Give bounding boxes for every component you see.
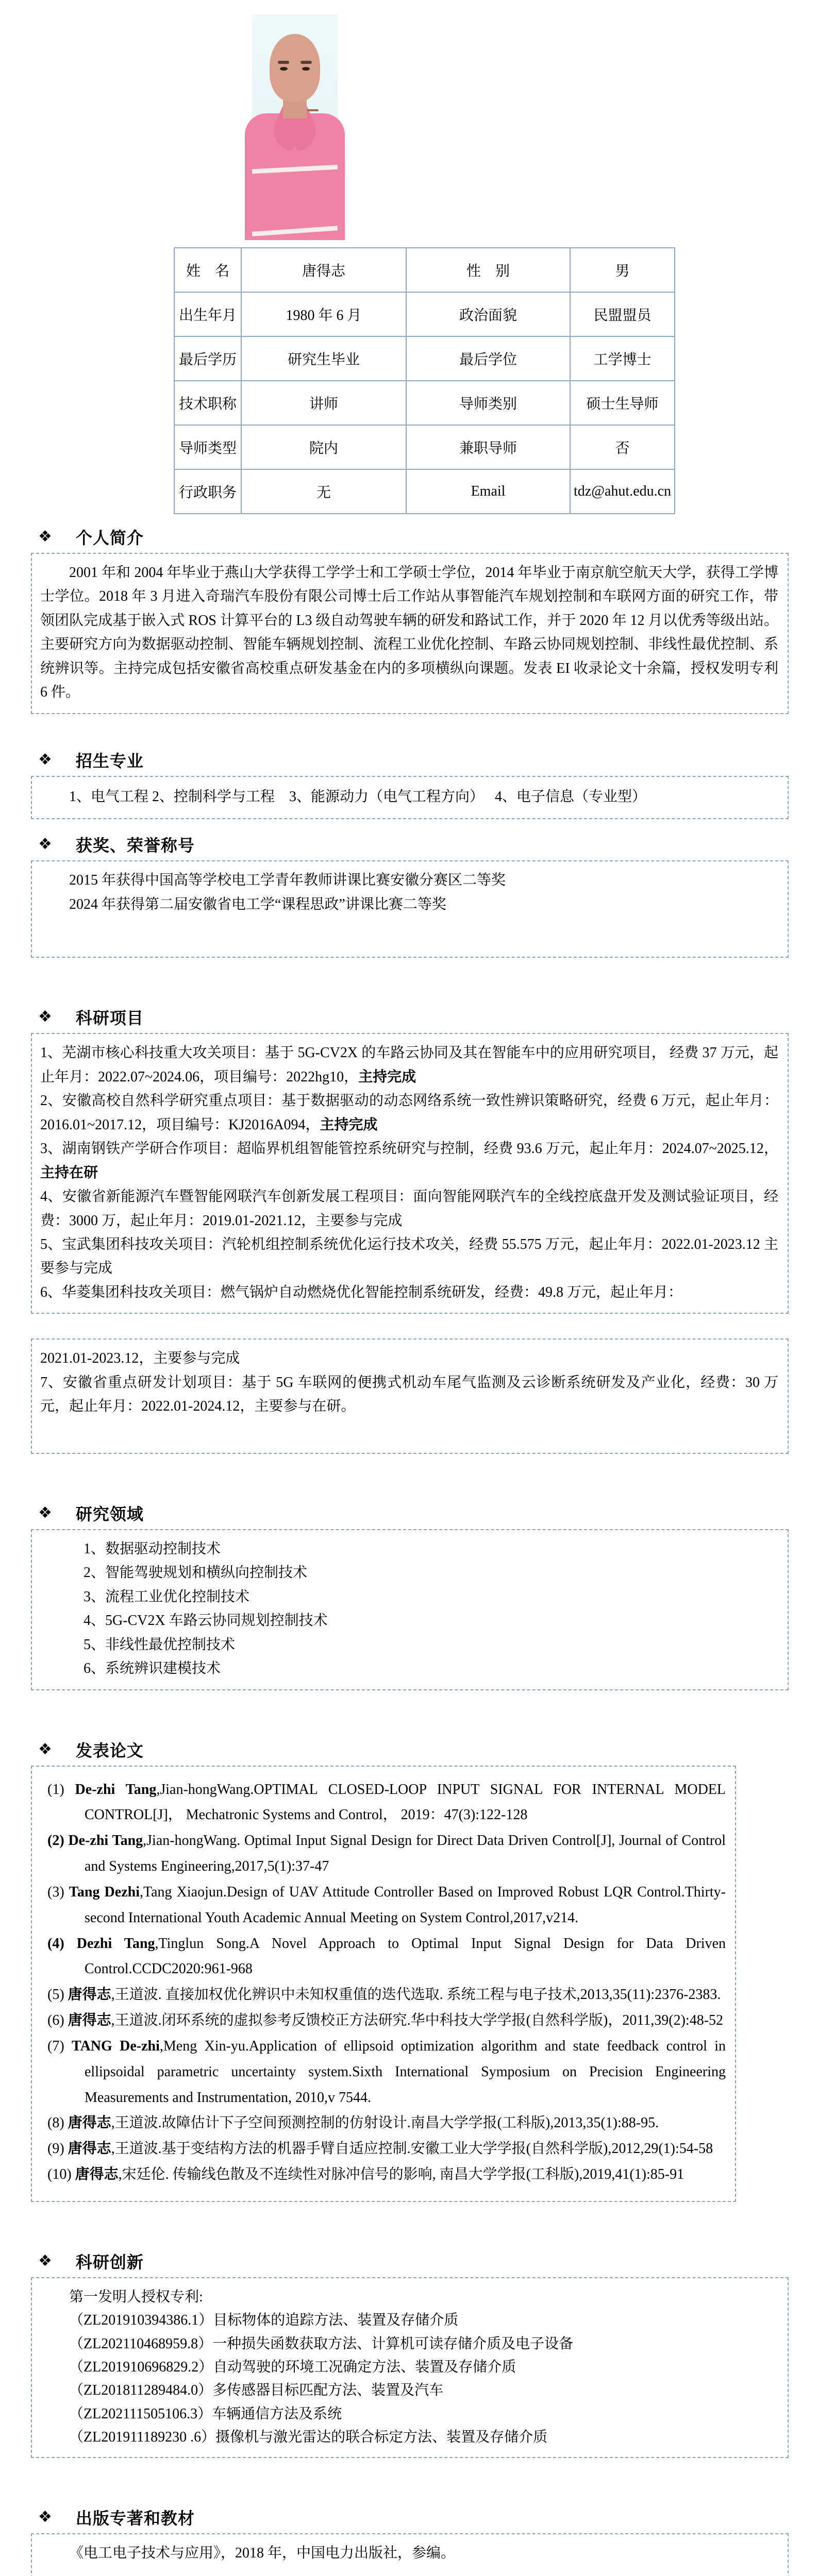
info-value: 1980 年 6 月: [241, 292, 406, 336]
info-label: 出生年月: [174, 292, 241, 336]
content-line: [40, 1371, 778, 1419]
text: (8): [47, 2115, 68, 2131]
bold-text: 唐得志: [75, 2166, 119, 2183]
info-label: 导师类别: [406, 381, 570, 425]
text: 1、电气工程 2、控制科学与工程 3、能源动力（电气工程方向） 4、电子信息（专业型）: [69, 788, 647, 805]
info-value: 无: [241, 469, 406, 514]
content-line: [40, 1233, 778, 1281]
text: ,王道波. 直接加权优化辨识中未知权重值的迭代选取. 系统工程与电子技术,2013,35(11):2376-2383.: [111, 1987, 721, 2003]
section-intro: [31, 525, 789, 714]
dashed-box: [31, 860, 789, 958]
text: 2、安徽高校自然科学研究重点项目：基于数据驱动的动态网络系统一致性辨识策略研究，经费 6 万元，起止年月：2016.01~2017.12，项目编号：KJ2016A094，: [40, 1093, 778, 1133]
dashed-box: [31, 1338, 789, 1453]
bold-text: 主持在研: [40, 1164, 98, 1181]
bold-text: TANG De-zhi: [71, 2038, 160, 2054]
info-table: [174, 247, 675, 514]
text: ,宋廷伦. 传输线色散及不连续性对脉冲信号的影响, 南昌大学学报(工科版),2019,41(1):85-91: [118, 2166, 685, 2183]
content-line: [40, 785, 778, 809]
info-value: tdz@ahut.edu.cn: [570, 469, 675, 514]
table-row: [174, 469, 675, 514]
content-line: [40, 1089, 778, 1137]
section-title: 发表论文: [75, 1741, 144, 1760]
text: 7、安徽省重点研发计划项目：基于 5G 车联网的便携式机动车尾气监测及云诊断系统研发及产业化，经费：30 万元，起止年月：2022.01-2024.12，主要参与在研。: [40, 1374, 778, 1415]
bold-text: Tang Dezhi: [69, 1884, 140, 1900]
text: (5): [47, 1987, 68, 2003]
content-line: [47, 2008, 726, 2033]
section-title: 科研项目: [75, 1009, 144, 1028]
diamond-bullet-icon: ❖: [38, 2508, 52, 2527]
section-header: [38, 1005, 789, 1029]
content-line: [47, 2162, 726, 2188]
info-label: Email: [406, 469, 570, 514]
text: 3、湖南钢铁产学研合作项目：超临界机组智能管控系统研究与控制，经费 93.6 万元，起止年月：2024.07~2025.12，: [40, 1141, 778, 1157]
content-line: [40, 1537, 778, 1561]
dashed-box: [31, 2533, 789, 2576]
bold-text: De-zhi Tang: [75, 1781, 157, 1798]
info-label: 导师类型: [174, 425, 241, 469]
section-awards: [31, 833, 789, 958]
diamond-bullet-icon: ❖: [38, 1740, 52, 1758]
content-line: [40, 1281, 778, 1304]
text: ,王道波.基于变结构方法的机器手臂自适应控制.安徽工业大学学报(自然科学版),2012,29(1):54-58: [111, 2141, 713, 2157]
info-value: 讲师: [241, 381, 406, 425]
content-line: [40, 893, 778, 917]
text: ,王道波.闭环系统的虚拟参考反馈校正方法研究.华中科技大学学报(自然科学版)，2011,39(2):48-52: [111, 2012, 724, 2029]
section-header: [38, 525, 789, 549]
text: (6): [47, 2012, 68, 2029]
content-line: [40, 561, 778, 705]
bold-text: 唐得志: [68, 2012, 111, 2029]
bold-text: 唐得志: [68, 2115, 111, 2131]
text: 4、安徽省新能源汽车暨智能网联汽车创新发展工程项目：面向智能网联汽车的全线控底盘开发及测试验证项目，经费：3000 万，起止年月：2019.01-2021.12，主要参与完成: [40, 1189, 778, 1229]
content-line: [40, 1347, 778, 1370]
text: (10): [47, 2166, 75, 2183]
text: 3、流程工业优化控制技术: [84, 1588, 250, 1605]
info-label: 兼职导师: [406, 425, 570, 469]
section-books: [31, 2505, 789, 2576]
content-line: [40, 2285, 778, 2309]
text: ,Jian-hongWang.OPTIMAL CLOSED-LOOP INPUT SIGNAL FOR INTERNAL MODEL CONTROL[J]， Mechatronic Systems and Control， 2019：47(3):122-128: [85, 1781, 726, 1823]
diamond-bullet-icon: ❖: [38, 1503, 52, 1522]
section-header: [38, 2249, 789, 2273]
content-line: [40, 1585, 778, 1609]
info-label: 姓 名: [174, 248, 241, 292]
content-line: [40, 2355, 778, 2379]
content-line: [47, 1777, 726, 1828]
content-line: [40, 2332, 778, 2355]
dashed-box: [31, 1766, 736, 2202]
table-row: [174, 381, 675, 425]
info-value: 否: [570, 425, 675, 469]
table-row: [174, 336, 675, 381]
diamond-bullet-icon: ❖: [38, 2251, 52, 2270]
section-title: 个人简介: [75, 529, 144, 547]
text: 第一发明人授权专利:: [69, 2289, 203, 2305]
content-line: [47, 2033, 726, 2110]
diamond-bullet-icon: ❖: [38, 835, 52, 854]
section-header: [38, 1738, 789, 1761]
text: （ZL201910394386.1）目标物体的追踪方法、装置及存储介质: [69, 2312, 459, 2329]
info-value: 硕士生导师: [570, 381, 675, 425]
section-header: [38, 748, 789, 772]
content-line: [40, 2379, 778, 2402]
text: 6、华菱集团科技攻关项目：燃气锅炉自动燃烧优化智能控制系统研发，经费：49.8 万元，起止年月：: [40, 1284, 683, 1300]
info-value: 研究生毕业: [241, 336, 406, 381]
text: 5、非线性最优控制技术: [84, 1636, 236, 1653]
bold-text: 主持完成: [358, 1069, 416, 1085]
text: （ZL201910696829.2）自动驾驶的环境工况确定方法、装置及存储介质: [69, 2359, 516, 2375]
info-table-body: [174, 248, 675, 514]
section-title: 获奖、荣誉称号: [75, 836, 195, 855]
content-line: [47, 1982, 726, 2008]
dashed-box: [31, 776, 789, 819]
text: （ZL201911189230 .6）摄像机与激光雷达的联合标定方法、装置及存储介质: [69, 2429, 548, 2445]
content-line: [40, 2402, 778, 2426]
sections: [31, 518, 789, 2576]
content-line: [40, 869, 778, 892]
info-label: 行政职务: [174, 469, 241, 514]
text: 2、智能驾驶规划和横纵向控制技术: [84, 1565, 308, 1581]
section-fields: [31, 1501, 789, 1690]
text: ,王道波.故障估计下子空间预测控制的仿射设计.南昌大学学报(工科版),2013,35(1):88-95.: [111, 2115, 659, 2131]
info-label: 最后学位: [406, 336, 570, 381]
bold-text: (2): [47, 1833, 69, 1849]
bold-text: De-zhi Tang: [68, 1833, 143, 1849]
section-title: 科研创新: [75, 2252, 144, 2272]
section-title: 研究领域: [75, 1504, 144, 1523]
bold-text: (4): [47, 1935, 77, 1952]
text: ,Tinglun Song.A Novel Approach to Optimal Input Signal Design for Data Driven Control.CCDC2020:961-968: [85, 1935, 726, 1977]
text: 6、系统辨识建模技术: [84, 1660, 221, 1677]
text: (9): [47, 2141, 68, 2157]
info-label: 政治面貌: [406, 292, 570, 336]
content-line: [40, 1137, 778, 1185]
dashed-box: [31, 553, 789, 714]
content-line: [40, 2541, 778, 2565]
content-line: [47, 1931, 726, 1982]
text: （ZL202110468959.8）一种损失函数获取方法、计算机可读存储介质及电子设备: [69, 2335, 574, 2352]
info-value: 民盟盟员: [570, 292, 675, 336]
dashed-box: [31, 1033, 789, 1314]
content-line: [47, 2110, 726, 2136]
table-row: [174, 292, 675, 336]
text: 2015 年获得中国高等学校电工学青年教师讲课比赛安徽分赛区二等奖: [69, 872, 506, 889]
section-innovation: [31, 2249, 789, 2459]
bold-text: 唐得志: [68, 2141, 111, 2157]
text: (3): [47, 1884, 69, 1900]
diamond-bullet-icon: ❖: [38, 528, 52, 546]
section-title: 出版专著和教材: [75, 2509, 195, 2528]
info-label: 性 别: [406, 248, 570, 292]
text: ,Meng Xin-yu.Application of ellipsoid optimization algorithm and state feedback control in ellipsoidal parametric uncertainty system.Sixth International Symposium on Precision Engineering Measurements and Instrumentation, 2010,v 7544.: [85, 2038, 726, 2106]
info-value: 工学博士: [570, 336, 675, 381]
bold-text: 主持完成: [320, 1116, 378, 1133]
text: 1、芜湖市核心科技重大攻关项目：基于 5G-CV2X 的车路云协同及其在智能车中的应用研究项目， 经费 37 万元，起止年月：2022.07~2024.06，项目编号：2022hg10，: [40, 1045, 778, 1085]
text: (1): [47, 1781, 75, 1798]
content-line: [40, 1657, 778, 1681]
info-value: 男: [570, 248, 675, 292]
text: 4、5G-CV2X 车路云协同规划控制技术: [84, 1613, 328, 1629]
dashed-box: [31, 2277, 789, 2459]
bold-text: Dezhi Tang: [76, 1935, 155, 1952]
diamond-bullet-icon: ❖: [38, 1008, 52, 1026]
content-line: [40, 1185, 778, 1233]
text: 1、数据驱动控制技术: [84, 1540, 221, 1557]
text: (7): [47, 2038, 72, 2054]
text: （ZL202111505106.3）车辆通信方法及系统: [69, 2405, 342, 2422]
content-line: [47, 1879, 726, 1931]
profile-photo: [252, 14, 338, 240]
content-line: [40, 2426, 778, 2449]
photo-head: [270, 34, 320, 102]
text: ,Tang Xiaojun.Design of UAV Attitude Controller Based on Improved Robust LQR Control.Thirty-second International Youth Academic Annual Meeting on System Control,2017,v214.: [85, 1884, 726, 1926]
info-label: 技术职称: [174, 381, 241, 425]
text: 《电工电子技术与应用》，2018 年，中国电力出版社，参编。: [69, 2545, 456, 2562]
content-line: [47, 2136, 726, 2162]
text: ,Jian-hongWang. Optimal Input Signal Design for Direct Data Driven Control[J], Journal of Control and Systems Engineering,2017,5(1):37-47: [85, 1833, 726, 1875]
section-title: 招生专业: [75, 751, 144, 770]
photo-mouth: [307, 109, 319, 111]
info-value: 唐得志: [241, 248, 406, 292]
text: 5、宝武集团科技攻关项目：汽轮机组控制系统优化运行技术攻关，经费 55.575 万元，起止年月：2022.01-2023.12 主要参与完成: [40, 1236, 778, 1277]
text: 2001 年和 2004 年毕业于燕山大学获得工学学士和工学硕士学位，2014 年毕业于南京航空航天大学，获得工学博士学位。2018 年 3 月进入奇瑞汽车股份有限公司博士后工作站从事智能汽车规划控制和车联网方面的研究工作，带领团队完成基于嵌入式 ROS 计算平台的 L3 级自动驾驶车辆的研发和路试工作，并于 2020 年 12 月以优秀等级出站。主要研究方向为数据驱动控制、智能车辆规划控制、流程工业优化控制、车路云协同规划控制、非线性最优控制、系统辨识等。主持完成包括安徽省高校重点研发基金在内的多项横纵向课题。发表 EI 收录论文十余篇，授权发明专利 6 件。: [40, 565, 778, 701]
section-majors: [31, 748, 789, 819]
dashed-box: [31, 1529, 789, 1690]
section-papers: [31, 1738, 789, 2202]
section-header: [38, 833, 789, 856]
section-header: [38, 1501, 789, 1525]
text: 2024 年获得第二届安徽省电工学“课程思政”讲课比赛二等奖: [69, 896, 446, 912]
section-projects: [31, 1005, 789, 1454]
info-value: 院内: [241, 425, 406, 469]
info-label: 最后学历: [174, 336, 241, 381]
bold-text: 唐得志: [68, 1987, 111, 2003]
text: 2021.01-2023.12，主要参与完成: [40, 1350, 240, 1367]
content-line: [40, 1041, 778, 1089]
content-line: [40, 1609, 778, 1633]
text: （ZL201811289484.0）多传感器目标匹配方法、装置及汽车: [69, 2382, 444, 2399]
content-line: [40, 1561, 778, 1585]
content-line: [40, 2309, 778, 2332]
diamond-bullet-icon: ❖: [38, 750, 52, 769]
content-line: [40, 1633, 778, 1657]
table-row: [174, 248, 675, 292]
section-header: [38, 2505, 789, 2529]
content-line: [47, 1828, 726, 1879]
table-row: [174, 425, 675, 469]
